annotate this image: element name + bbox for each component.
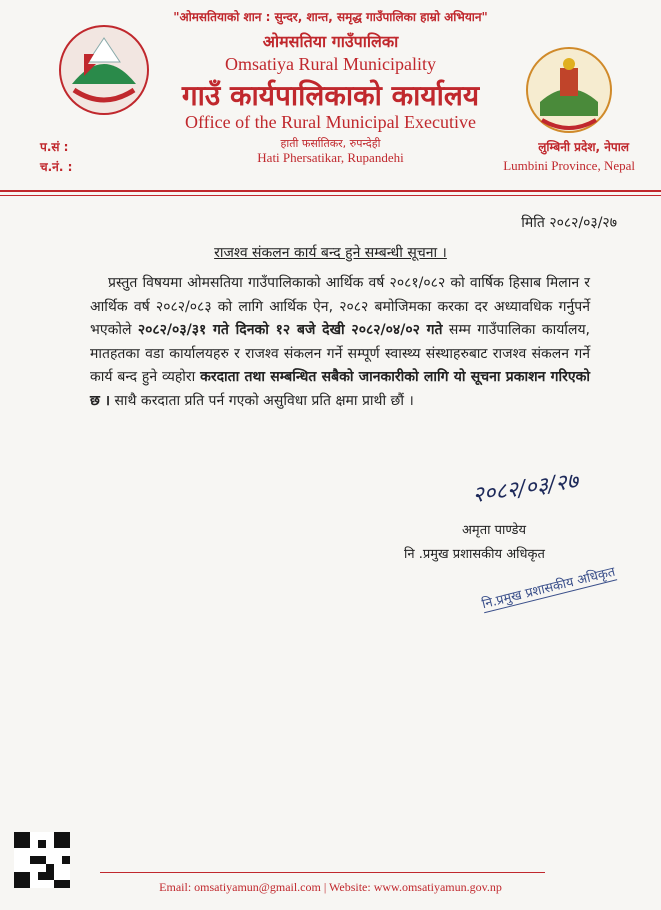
- body-bold-notice: करदाता तथा सम्बन्धित सबैको जानकारीको लागि यो सूचना प्रकाशन गरिएको छ ।: [90, 369, 590, 409]
- body-bold-dates: २०८२/०३/३१ गते दिनको १२ बजे देखी २०८२/०४/०२ गते: [137, 322, 443, 338]
- body-part2: सम्म गाउँपालिका कार्यालय, मातहतका वडा कार्यालयहरु र राजश्व संकलन गर्ने सम्पूर्ण स्वास्थ्य संस्थाहरुबाट राजश्व संकलन गर्ने कार्य बन्द हुने व्यहोरा: [90, 322, 591, 385]
- body-part3: साथै करदाता प्रति पर्न गएको असुविधा प्रति क्षमा प्राथी छौं ।: [110, 392, 414, 409]
- header-divider-thin: [0, 195, 661, 196]
- letter-date: मिति २०८२/०३/२७: [521, 215, 617, 231]
- reference-number-label: प.सं :: [40, 140, 69, 154]
- subject-text: राजश्व संकलन कार्य बन्द हुने सम्बन्धी सूचना ।: [214, 245, 447, 261]
- province-nepali: लुम्बिनी प्रदेश, नेपाल: [538, 140, 629, 154]
- body-part1: प्रस्तुत विषयमा ओमसतिया गाउँपालिकाको आर्थिक वर्ष २०८१/०८२ को वार्षिक हिसाब मिलान र आर्थिक वर्ष २०८२/०८३ को लागि आर्थिक ऐन, २०८२ बमोजिमका करका दर अध्यावधिक गर्नुपर्ने भएकोले: [90, 275, 590, 338]
- letter-body: [90, 272, 590, 413]
- municipality-name-nepali: ओमसतिया गाउँपालिका: [262, 32, 399, 51]
- province-english: Lumbini Province, Nepal: [503, 158, 635, 173]
- dispatch-number-label: च.नं. :: [40, 160, 73, 174]
- tagline: "ओमसतियाको शान : सुन्दर, शान्त, समृद्ध गाउँपालिका हाम्रो अभियान": [173, 10, 488, 24]
- municipality-name-english: Omsatiya Rural Municipality: [225, 54, 436, 74]
- footer-contact: Email: omsatiyamun@gmail.com | Website: www.omsatiyamun.gov.np: [159, 880, 502, 894]
- address-nepali: हाती फर्सातिकर, रुपन्देही: [280, 137, 381, 150]
- footer-divider: [100, 872, 545, 873]
- signatory-name: अमृता पाण्डेय: [462, 523, 527, 538]
- letter-subject: [0, 243, 661, 262]
- office-name-nepali: गाउँ कार्यपालिकाको कार्यालय: [181, 79, 480, 112]
- office-name-english: Office of the Rural Municipal Executive: [184, 112, 477, 132]
- handwritten-signature: २०८२/०३/२७: [470, 468, 580, 509]
- header-divider: [0, 190, 661, 192]
- signatory-designation: नि .प्रमुख प्रशासकीय अधिकृत: [404, 547, 545, 562]
- official-stamp: नि.प्रमुख प्रशासकीय अधिकृत: [480, 562, 617, 614]
- address-english: Hati Phersatikar, Rupandehi: [257, 150, 404, 165]
